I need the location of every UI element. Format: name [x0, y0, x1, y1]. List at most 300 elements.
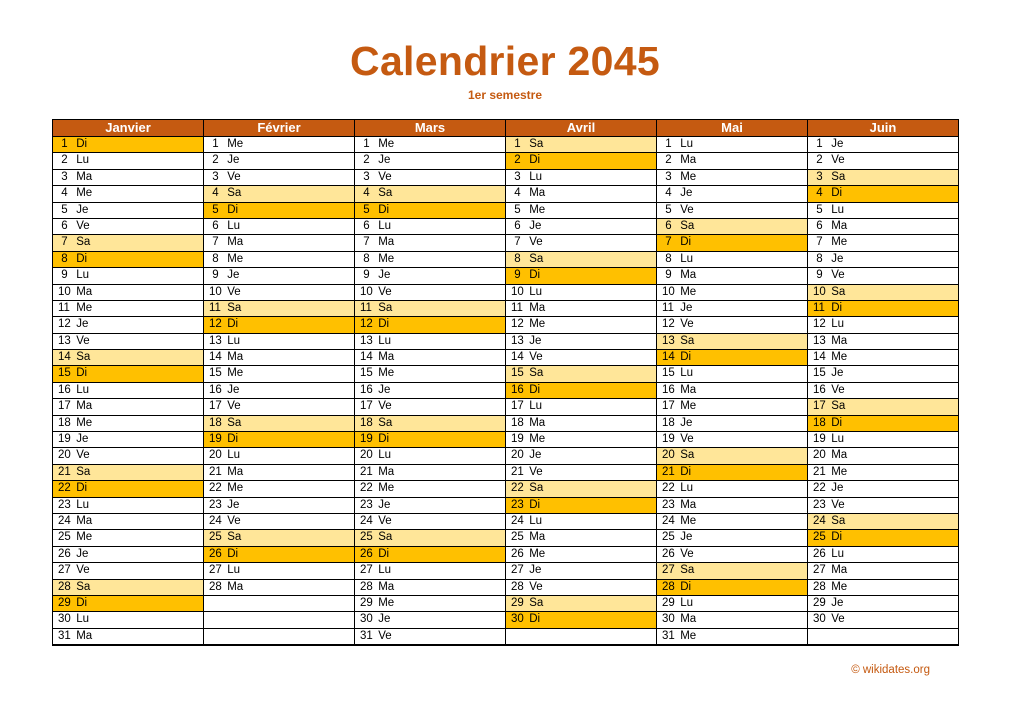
day-number: 11 — [209, 301, 221, 314]
day-cell — [808, 514, 958, 530]
day-number: 15 — [58, 367, 71, 380]
weekday-label: Sa — [375, 187, 393, 200]
day-cell — [506, 317, 656, 333]
day-number: 5 — [58, 203, 68, 216]
day-number: 17 — [511, 400, 524, 413]
day-cell — [506, 383, 656, 399]
weekday-label: Me — [526, 547, 546, 560]
day-number: 11 — [511, 301, 523, 314]
weekday-label: Di — [73, 596, 88, 609]
weekday-label: Lu — [526, 514, 542, 527]
day-number: 17 — [662, 400, 675, 413]
month-header: Juin — [808, 120, 958, 137]
day-number: 15 — [813, 367, 826, 380]
day-cell — [808, 596, 958, 612]
day-number: 20 — [209, 449, 222, 462]
weekday-label: Me — [224, 252, 244, 265]
day-number: 7 — [511, 236, 521, 249]
weekday-label: Lu — [73, 613, 89, 626]
weekday-label: Je — [677, 187, 693, 200]
day-number: 14 — [511, 351, 524, 364]
day-cell — [657, 219, 807, 235]
weekday-label: Ma — [526, 187, 546, 200]
day-number: 12 — [209, 318, 222, 331]
weekday-label: Je — [828, 252, 844, 265]
day-number: 12 — [58, 318, 71, 331]
page-subtitle: 1er semestre — [467, 88, 543, 102]
day-cell — [204, 268, 354, 284]
weekday-label: Je — [73, 318, 89, 331]
weekday-label: Ma — [375, 236, 395, 249]
weekday-label: Lu — [828, 433, 844, 446]
weekday-label: Sa — [677, 334, 695, 347]
weekday-label: Di — [677, 580, 692, 593]
day-cell — [808, 530, 958, 546]
weekday-label: Ve — [828, 613, 845, 626]
weekday-label: Ma — [375, 580, 395, 593]
weekday-label: Ma — [828, 449, 848, 462]
weekday-label: Lu — [224, 334, 240, 347]
day-cell — [808, 203, 958, 219]
day-cell — [53, 350, 203, 366]
day-number: 27 — [209, 564, 222, 577]
day-number: 18 — [662, 416, 675, 429]
weekday-label: Ma — [526, 301, 546, 314]
weekday-label: Di — [73, 252, 88, 265]
day-number: 14 — [360, 351, 373, 364]
day-cell — [506, 285, 656, 301]
day-cell — [506, 530, 656, 546]
day-number: 31 — [360, 629, 373, 642]
day-number: 25 — [58, 531, 71, 544]
day-number: 13 — [58, 334, 71, 347]
day-number: 21 — [58, 465, 71, 478]
weekday-label: Di — [375, 547, 390, 560]
day-cell — [53, 498, 203, 514]
weekday-label: Lu — [828, 547, 844, 560]
weekday-label: Sa — [73, 580, 91, 593]
weekday-label: Lu — [526, 285, 542, 298]
day-number: 1 — [511, 138, 521, 150]
day-cell — [204, 153, 354, 169]
day-number: 28 — [58, 580, 71, 593]
day-cell — [657, 153, 807, 169]
day-cell — [657, 137, 807, 153]
day-number: 22 — [511, 482, 524, 495]
day-cell — [355, 448, 505, 464]
day-number: 15 — [511, 367, 524, 380]
day-number: 27 — [360, 564, 373, 577]
day-number: 25 — [813, 531, 826, 544]
day-cell — [204, 580, 354, 596]
weekday-label: Je — [224, 498, 240, 511]
weekday-label: Je — [677, 416, 693, 429]
day-number: 10 — [360, 285, 373, 298]
day-cell — [657, 366, 807, 382]
day-cell — [355, 252, 505, 268]
day-cell — [355, 203, 505, 219]
day-cell — [53, 219, 203, 235]
weekday-label: Di — [224, 203, 239, 216]
weekday-label: Je — [224, 269, 240, 282]
day-cell — [506, 252, 656, 268]
day-number: 23 — [360, 498, 373, 511]
day-number: 9 — [813, 269, 823, 282]
day-cell — [204, 203, 354, 219]
day-cell — [506, 612, 656, 628]
day-number: 13 — [360, 334, 373, 347]
day-number: 1 — [813, 138, 823, 150]
day-number: 18 — [360, 416, 373, 429]
day-number: 24 — [58, 514, 71, 527]
weekday-label: Di — [828, 187, 843, 200]
day-cell — [355, 580, 505, 596]
day-number: 20 — [511, 449, 524, 462]
weekday-label: Je — [73, 203, 89, 216]
weekday-label: Sa — [224, 416, 242, 429]
day-number: 7 — [360, 236, 370, 249]
day-number: 6 — [360, 219, 370, 232]
weekday-label: Me — [828, 465, 848, 478]
day-number: 18 — [58, 416, 71, 429]
day-cell — [506, 498, 656, 514]
day-cell — [355, 530, 505, 546]
day-number: 8 — [813, 252, 823, 265]
weekday-label: Sa — [224, 187, 242, 200]
weekday-label: Sa — [73, 351, 91, 364]
weekday-label: Ve — [73, 449, 90, 462]
day-cell — [204, 399, 354, 415]
day-number: 14 — [662, 351, 675, 364]
weekday-label: Di — [828, 531, 843, 544]
day-cell — [808, 170, 958, 186]
day-cell — [204, 465, 354, 481]
weekday-label: Sa — [375, 416, 393, 429]
weekday-label: Di — [73, 138, 88, 150]
weekday-label: Ve — [73, 334, 90, 347]
day-number: 21 — [209, 465, 222, 478]
weekday-label: Ve — [224, 400, 241, 413]
day-cell — [808, 334, 958, 350]
weekday-label: Me — [677, 514, 697, 527]
weekday-label: Ve — [375, 170, 392, 183]
day-cell — [657, 481, 807, 497]
day-cell — [204, 432, 354, 448]
empty-day-cell — [204, 629, 354, 645]
day-number: 20 — [662, 449, 675, 462]
weekday-label: Ma — [224, 351, 244, 364]
day-number: 14 — [209, 351, 222, 364]
weekday-label: Lu — [828, 318, 844, 331]
day-number: 6 — [58, 219, 68, 232]
day-number: 8 — [209, 252, 219, 265]
weekday-label: Ma — [677, 383, 697, 396]
weekday-label: Me — [73, 531, 93, 544]
weekday-label: Ma — [526, 416, 546, 429]
day-number: 24 — [360, 514, 373, 527]
weekday-label: Lu — [375, 219, 391, 232]
day-cell — [53, 399, 203, 415]
day-number: 28 — [813, 580, 826, 593]
weekday-label: Lu — [526, 170, 542, 183]
day-cell — [53, 563, 203, 579]
weekday-label: Lu — [677, 252, 693, 265]
weekday-label: Ma — [828, 334, 848, 347]
weekday-label: Me — [375, 482, 395, 495]
day-number: 3 — [360, 170, 370, 183]
day-number: 26 — [662, 547, 675, 560]
day-number: 6 — [662, 219, 672, 232]
weekday-label: Lu — [73, 498, 89, 511]
day-cell — [53, 153, 203, 169]
weekday-label: Je — [828, 596, 844, 609]
weekday-label: Ve — [526, 580, 543, 593]
day-cell — [53, 235, 203, 251]
weekday-label: Lu — [375, 449, 391, 462]
day-number: 11 — [360, 301, 372, 314]
day-number: 24 — [511, 514, 524, 527]
day-cell — [506, 481, 656, 497]
weekday-label: Me — [677, 400, 697, 413]
weekday-label: Ve — [224, 170, 241, 183]
weekday-label: Ve — [375, 514, 392, 527]
day-cell — [355, 399, 505, 415]
day-number: 13 — [813, 334, 826, 347]
day-cell — [355, 383, 505, 399]
day-cell — [53, 301, 203, 317]
day-number: 24 — [209, 514, 222, 527]
weekday-label: Di — [677, 236, 692, 249]
weekday-label: Ve — [224, 514, 241, 527]
day-number: 1 — [662, 138, 672, 150]
weekday-label: Di — [73, 367, 88, 380]
weekday-label: Di — [828, 301, 843, 314]
weekday-label: Di — [224, 318, 239, 331]
day-number: 25 — [209, 531, 222, 544]
day-number: 7 — [58, 236, 68, 249]
day-cell — [808, 268, 958, 284]
day-cell — [808, 563, 958, 579]
weekday-label: Je — [828, 367, 844, 380]
day-number: 20 — [58, 449, 71, 462]
weekday-label: Je — [224, 383, 240, 396]
day-number: 6 — [813, 219, 823, 232]
weekday-label: Me — [526, 433, 546, 446]
weekday-label: Lu — [677, 367, 693, 380]
day-cell — [808, 580, 958, 596]
weekday-label: Di — [526, 383, 541, 396]
weekday-label: Ma — [375, 351, 395, 364]
day-cell — [204, 498, 354, 514]
weekday-label: Lu — [73, 383, 89, 396]
weekday-label: Sa — [677, 449, 695, 462]
day-number: 6 — [209, 219, 219, 232]
day-cell — [506, 416, 656, 432]
day-number: 29 — [813, 596, 826, 609]
weekday-label: Je — [677, 301, 693, 314]
day-number: 12 — [813, 318, 826, 331]
day-number: 16 — [360, 383, 373, 396]
day-cell — [355, 334, 505, 350]
month-header: Mars — [355, 120, 505, 137]
day-cell — [657, 580, 807, 596]
weekday-label: Ma — [677, 269, 697, 282]
day-cell — [506, 268, 656, 284]
weekday-label: Sa — [73, 465, 91, 478]
day-cell — [204, 285, 354, 301]
day-cell — [53, 547, 203, 563]
day-cell — [506, 301, 656, 317]
day-cell — [355, 235, 505, 251]
weekday-label: Lu — [375, 564, 391, 577]
day-cell — [506, 399, 656, 415]
day-number: 23 — [662, 498, 675, 511]
day-number: 10 — [58, 285, 71, 298]
day-number: 11 — [58, 301, 70, 314]
day-cell — [53, 285, 203, 301]
day-cell — [204, 137, 354, 153]
weekday-label: Sa — [224, 301, 242, 314]
weekday-label: Je — [526, 449, 542, 462]
day-number: 29 — [511, 596, 524, 609]
weekday-label: Ma — [677, 613, 697, 626]
weekday-label: Ma — [677, 498, 697, 511]
day-number: 16 — [58, 383, 71, 396]
day-cell — [657, 186, 807, 202]
weekday-label: Je — [73, 547, 89, 560]
day-number: 3 — [58, 170, 68, 183]
day-cell — [808, 383, 958, 399]
day-cell — [657, 547, 807, 563]
weekday-label: Me — [224, 482, 244, 495]
weekday-label: Di — [677, 351, 692, 364]
day-number: 19 — [662, 433, 675, 446]
weekday-label: Ma — [828, 219, 848, 232]
day-cell — [53, 203, 203, 219]
day-cell — [355, 366, 505, 382]
day-number: 28 — [511, 580, 524, 593]
day-cell — [53, 612, 203, 628]
weekday-label: Me — [224, 138, 244, 150]
day-cell — [204, 366, 354, 382]
day-number: 8 — [662, 252, 672, 265]
day-cell — [204, 301, 354, 317]
day-number: 12 — [360, 318, 373, 331]
day-number: 23 — [58, 498, 71, 511]
day-number: 17 — [360, 400, 373, 413]
weekday-label: Di — [73, 482, 88, 495]
day-number: 26 — [209, 547, 222, 560]
weekday-label: Di — [224, 433, 239, 446]
day-cell — [355, 416, 505, 432]
day-number: 13 — [662, 334, 675, 347]
day-number: 5 — [511, 203, 521, 216]
day-cell — [808, 350, 958, 366]
day-cell — [808, 465, 958, 481]
day-cell — [657, 170, 807, 186]
day-number: 13 — [511, 334, 524, 347]
copyright-credit[interactable]: © wikidates.org — [851, 664, 930, 676]
day-cell — [355, 186, 505, 202]
day-cell — [808, 137, 958, 153]
day-cell — [657, 416, 807, 432]
day-cell — [657, 448, 807, 464]
day-cell — [657, 252, 807, 268]
day-number: 22 — [209, 482, 222, 495]
weekday-label: Ma — [526, 531, 546, 544]
day-cell — [506, 153, 656, 169]
day-number: 27 — [662, 564, 675, 577]
day-number: 1 — [58, 138, 68, 150]
weekday-label: Ve — [375, 285, 392, 298]
day-number: 5 — [813, 203, 823, 216]
day-number: 3 — [209, 170, 219, 183]
day-number: 18 — [209, 416, 222, 429]
day-cell — [355, 596, 505, 612]
day-number: 26 — [360, 547, 373, 560]
weekday-label: Lu — [677, 596, 693, 609]
day-number: 16 — [813, 383, 826, 396]
day-cell — [53, 252, 203, 268]
weekday-label: Je — [526, 219, 542, 232]
day-number: 19 — [511, 433, 524, 446]
weekday-label: Me — [526, 203, 546, 216]
month-column-3 — [506, 120, 657, 645]
day-number: 2 — [360, 154, 370, 167]
weekday-label: Sa — [526, 596, 544, 609]
day-number: 29 — [58, 596, 71, 609]
day-cell — [506, 448, 656, 464]
weekday-label: Lu — [677, 482, 693, 495]
day-number: 7 — [662, 236, 672, 249]
day-cell — [657, 514, 807, 530]
day-number: 11 — [662, 301, 674, 314]
day-cell — [506, 219, 656, 235]
day-cell — [355, 153, 505, 169]
day-cell — [657, 498, 807, 514]
day-cell — [355, 547, 505, 563]
day-number: 17 — [209, 400, 222, 413]
day-cell — [355, 301, 505, 317]
weekday-label: Lu — [224, 564, 240, 577]
day-number: 14 — [813, 351, 826, 364]
day-cell — [204, 547, 354, 563]
day-cell — [808, 252, 958, 268]
day-number: 24 — [662, 514, 675, 527]
day-number: 21 — [662, 465, 675, 478]
day-cell — [506, 186, 656, 202]
day-number: 1 — [360, 138, 370, 150]
day-number: 14 — [58, 351, 71, 364]
day-cell — [808, 235, 958, 251]
weekday-label: Je — [677, 531, 693, 544]
day-number: 30 — [511, 613, 524, 626]
day-number: 5 — [662, 203, 672, 216]
day-number: 2 — [511, 154, 521, 167]
day-cell — [355, 317, 505, 333]
day-number: 2 — [813, 154, 823, 167]
weekday-label: Ve — [375, 629, 392, 642]
weekday-label: Ma — [375, 465, 395, 478]
weekday-label: Je — [375, 154, 391, 167]
day-number: 22 — [360, 482, 373, 495]
weekday-label: Me — [375, 252, 395, 265]
day-cell — [808, 366, 958, 382]
weekday-label: Ma — [73, 170, 93, 183]
day-cell — [808, 547, 958, 563]
weekday-label: Ma — [73, 400, 93, 413]
weekday-label: Ve — [677, 318, 694, 331]
